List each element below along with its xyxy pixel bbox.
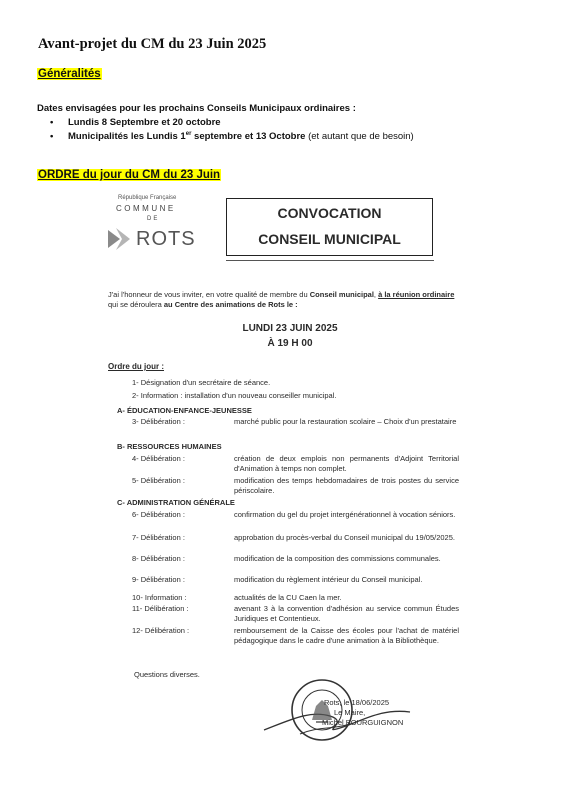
bullet-2-text-a: Municipalités les Lundis 1	[68, 131, 186, 143]
agenda-item-label: 9- Délibération :	[132, 575, 185, 584]
agenda-item-text: marché public pour la restauration scolaire – Choix d'un prestataire	[234, 417, 457, 426]
bullet-item-1	[50, 117, 221, 128]
agenda-item-label: 7- Délibération :	[132, 533, 185, 542]
agenda-item-text: confirmation du gel du projet intergénérationnel à vocation séniors.	[234, 510, 456, 519]
bullet-2-text-c: (et autant que de besoin)	[305, 131, 414, 143]
signature-name: Michel BOURGUIGNON	[322, 718, 404, 727]
bullet-1-text: Lundis 8 Septembre et 20 octobre	[68, 117, 221, 128]
bullet-2-text-b: septembre et 13 Octobre	[191, 131, 306, 143]
generalites-heading	[37, 64, 102, 82]
logo-rots: ROTS	[136, 228, 196, 250]
meeting-time: À 19 H 00	[267, 338, 313, 349]
meeting-date: LUNDI 23 JUIN 2025	[242, 323, 338, 334]
bullet-icon: •	[50, 131, 54, 143]
bullet-2-sup: er	[185, 131, 192, 137]
bullet-icon: •	[50, 117, 54, 128]
agenda-heading: Ordre du jour :	[108, 362, 164, 371]
agenda-item-label: 10- Information :	[132, 593, 187, 602]
logo-republique: République Française	[118, 195, 177, 201]
agenda-item-text: création de deux emplois non permanents d'Adjoint Territorial d'Animation à temps non complet.	[234, 454, 459, 473]
invite-text-a: J'ai l'honneur de vous inviter, en votre qualité de membre du	[108, 290, 310, 299]
dates-intro: Dates envisagées pour les prochains Conseils Municipaux ordinaires :	[37, 103, 356, 114]
ordre-heading	[37, 165, 221, 183]
agenda-item-text: actualités de la CU Caen la mer.	[234, 593, 342, 602]
agenda-item-label: 12- Délibération :	[132, 626, 190, 635]
conseil-municipal-title: CONSEIL MUNICIPAL	[258, 231, 401, 247]
agenda-item-1: 1- Désignation d'un secrétaire de séance.	[132, 378, 271, 387]
signature-date: Rots, le 18/06/2025	[324, 698, 390, 707]
page-title: Avant-projet du CM du 23 Juin 2025	[38, 36, 267, 52]
logo-commune: COMMUNE	[116, 204, 176, 213]
agenda-item-label: 6- Délibération :	[132, 510, 185, 519]
invite-text-b: Conseil municipal	[309, 290, 374, 299]
agenda-item-label: 8- Délibération :	[132, 554, 185, 563]
generalites-heading-text: Généralités	[38, 68, 101, 80]
agenda-item-2: 2- Information : installation d'un nouveau conseiller municipal.	[132, 391, 337, 400]
signature-role: Le Maire,	[334, 708, 366, 717]
invitation-paragraph	[108, 290, 463, 309]
section-a-heading: A- ÉDUCATION-ENFANCE-JEUNESSE	[117, 406, 252, 415]
agenda-item-label: 5- Délibération :	[132, 476, 185, 485]
agenda-item-label: 3- Délibération :	[132, 417, 185, 426]
invite-text-d: à la réunion ordinaire	[378, 290, 455, 299]
convocation-scan	[100, 190, 480, 750]
questions-diverses: Questions diverses.	[134, 670, 200, 679]
agenda-item-text: modification de la composition des commissions communales.	[234, 554, 441, 563]
agenda-item-label: 11- Délibération :	[132, 604, 189, 613]
bullet-item-2	[50, 131, 414, 142]
agenda-item-text: modification du règlement intérieur du Conseil municipal.	[234, 575, 423, 584]
convocation-box	[226, 198, 433, 256]
ordre-heading-text: ORDRE du jour du CM du 23 Juin	[38, 169, 221, 181]
section-c-heading: C- ADMINISTRATION GÉNÉRALE	[117, 498, 235, 507]
convocation-title: CONVOCATION	[277, 205, 382, 221]
agenda-item-text: approbation du procès-verbal du Conseil municipal du 19/05/2025.	[234, 533, 455, 542]
section-b-heading: B- RESSOURCES HUMAINES	[117, 442, 222, 451]
agenda-item-text: avenant 3 à la convention d'adhésion au service commun Études Juridiques et Contentieux.	[234, 604, 459, 623]
agenda-item-label: 4- Délibération :	[132, 454, 185, 463]
divider	[226, 260, 434, 261]
invite-text-e: qui se déroulera	[108, 299, 164, 309]
logo-de: DE	[147, 216, 160, 222]
agenda-item-text: remboursement de la Caisse des écoles pour l'achat de matériel pédagogique dans le cadre d'une animation à la Bibliothèque.	[234, 626, 459, 645]
invite-text-f: au Centre des animations de Rots le :	[163, 299, 298, 309]
invite-text-c: ,	[373, 290, 379, 299]
agenda-item-text: modification des temps hebdomadaires de trois postes du service périscolaire.	[234, 476, 459, 495]
rots-logo-icon	[106, 226, 132, 252]
